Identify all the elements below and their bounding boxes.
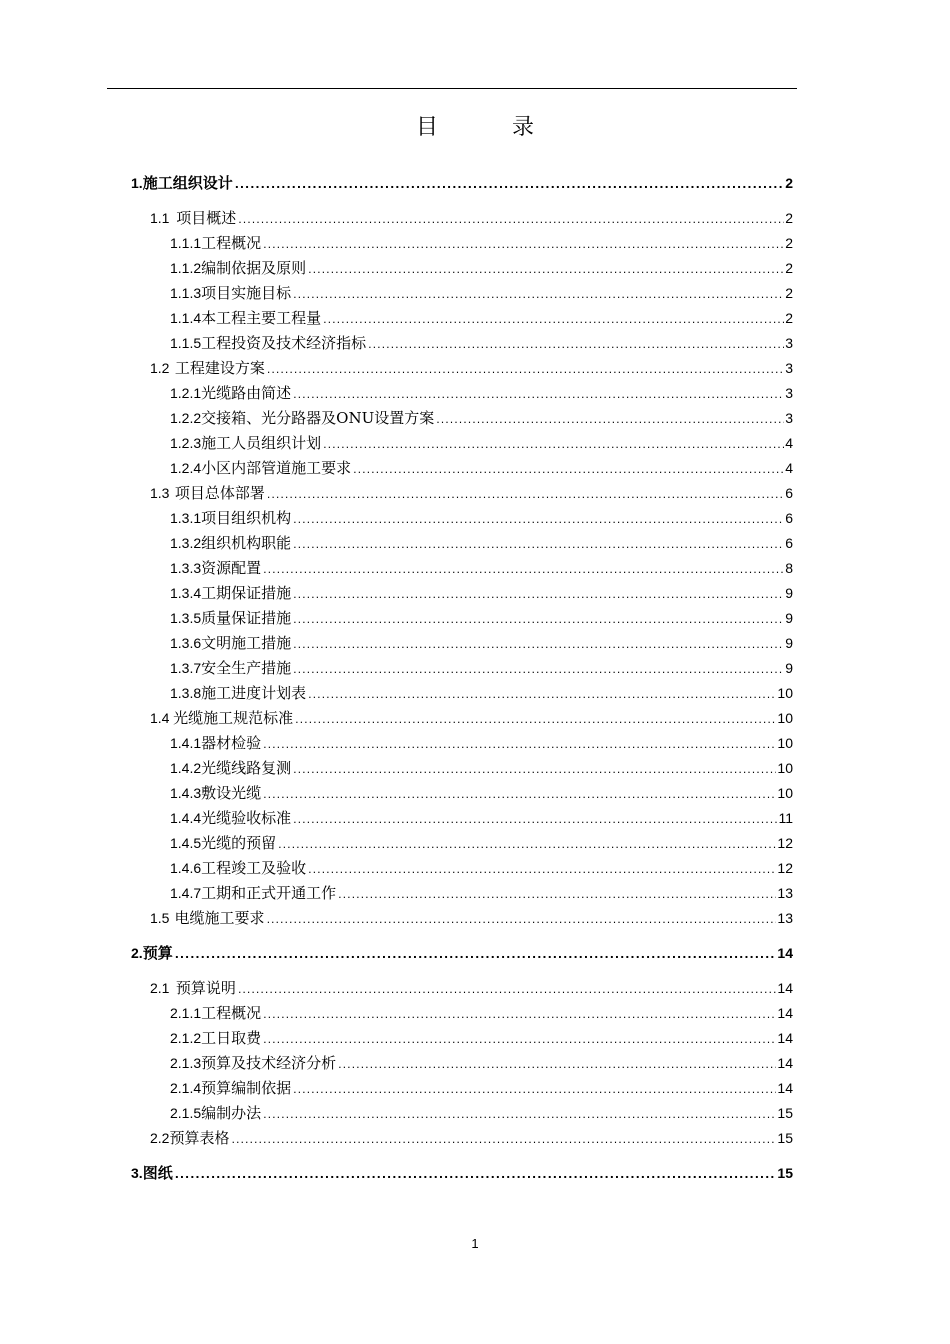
toc-title: 编制办法 bbox=[201, 1104, 262, 1122]
toc-page-number: 4 bbox=[785, 460, 793, 476]
toc-number: 1.3 bbox=[150, 485, 170, 501]
toc-page-number: 15 bbox=[777, 1105, 793, 1121]
toc-leader-dots bbox=[353, 459, 784, 481]
toc-entry[interactable] bbox=[170, 1052, 793, 1074]
toc-leader-dots bbox=[263, 1029, 776, 1051]
toc-leader-dots bbox=[293, 759, 776, 781]
toc-number: 1.4.3 bbox=[170, 785, 202, 801]
toc-number: 1.4.1 bbox=[170, 735, 202, 751]
toc-page-number: 6 bbox=[785, 485, 793, 501]
toc-title: 资源配置 bbox=[201, 559, 262, 577]
toc-page-number: 2 bbox=[785, 285, 793, 301]
toc-entry[interactable] bbox=[170, 1027, 793, 1049]
toc-leader-dots bbox=[263, 1004, 776, 1026]
toc-number: 1. bbox=[131, 175, 143, 191]
toc-title: 项目组织机构 bbox=[201, 509, 292, 527]
toc-number: 2. bbox=[131, 945, 143, 961]
toc-entry[interactable] bbox=[170, 532, 793, 554]
toc-entry[interactable] bbox=[170, 382, 793, 404]
toc-number: 1.4 bbox=[150, 710, 170, 726]
toc-entry[interactable] bbox=[131, 1162, 793, 1184]
toc-page-number: 15 bbox=[777, 1130, 793, 1146]
page-title: 目 录 bbox=[415, 115, 560, 140]
toc-leader-dots bbox=[293, 509, 784, 531]
toc-page-number: 2 bbox=[785, 260, 793, 276]
toc-entry[interactable] bbox=[150, 207, 793, 229]
toc-leader-dots bbox=[175, 944, 777, 966]
toc-title: 工程概况 bbox=[201, 1004, 262, 1022]
toc-entry[interactable] bbox=[170, 257, 793, 279]
toc-leader-dots bbox=[293, 809, 777, 831]
toc-leader-dots bbox=[293, 584, 784, 606]
toc-number: 1.3.6 bbox=[170, 635, 202, 651]
toc-title: 项目总体部署 bbox=[174, 484, 265, 502]
toc-leader-dots bbox=[267, 359, 784, 381]
toc-page-number: 13 bbox=[777, 885, 793, 901]
toc-number: 1.3.3 bbox=[170, 560, 202, 576]
toc-page-number: 15 bbox=[777, 1165, 793, 1181]
toc-title: 预算 bbox=[142, 944, 173, 962]
toc-leader-dots bbox=[308, 859, 776, 881]
toc-page-number: 14 bbox=[777, 945, 793, 961]
toc-title: 小区内部管道施工要求 bbox=[201, 459, 352, 477]
toc-title: 组织机构职能 bbox=[201, 534, 292, 552]
toc-entry[interactable] bbox=[170, 282, 793, 304]
toc-title: 光缆验收标准 bbox=[201, 809, 292, 827]
toc-leader-dots bbox=[263, 1104, 776, 1126]
toc-leader-dots bbox=[293, 659, 784, 681]
toc-entry[interactable] bbox=[170, 557, 793, 579]
toc-title: 光缆施工规范标准 bbox=[173, 709, 294, 727]
toc-entry[interactable] bbox=[150, 977, 793, 999]
toc-entry[interactable] bbox=[170, 732, 793, 754]
toc-page-number: 9 bbox=[785, 635, 793, 651]
toc-title: 预算表格 bbox=[169, 1129, 230, 1147]
toc-number: 2.2 bbox=[150, 1130, 170, 1146]
toc-leader-dots bbox=[436, 409, 784, 431]
toc-number: 1.1 bbox=[150, 210, 170, 226]
toc-title: 工期保证措施 bbox=[201, 584, 292, 602]
toc-entry[interactable] bbox=[170, 657, 793, 679]
toc-page-number: 9 bbox=[785, 610, 793, 626]
toc-number: 1.2 bbox=[150, 360, 170, 376]
toc-leader-dots bbox=[293, 284, 784, 306]
toc-page-number: 14 bbox=[777, 1055, 793, 1071]
toc-number: 1.1.3 bbox=[170, 285, 202, 301]
toc-leader-dots bbox=[323, 434, 784, 456]
toc-title: 工日取费 bbox=[201, 1029, 262, 1047]
toc-number: 1.3.2 bbox=[170, 535, 202, 551]
toc-number: 1.4.2 bbox=[170, 760, 202, 776]
toc-number: 2.1.5 bbox=[170, 1105, 202, 1121]
toc-title: 预算编制依据 bbox=[201, 1079, 292, 1097]
toc-title: 施工组织设计 bbox=[142, 174, 233, 192]
toc-leader-dots bbox=[175, 1164, 777, 1186]
toc-page-number: 3 bbox=[785, 335, 793, 351]
toc-title: 工程竣工及验收 bbox=[201, 859, 307, 877]
toc-title: 质量保证措施 bbox=[201, 609, 292, 627]
toc-entry[interactable] bbox=[170, 757, 793, 779]
toc-title: 预算及技术经济分析 bbox=[201, 1054, 337, 1072]
page-number: 1 bbox=[471, 1236, 479, 1251]
toc-title: 工期和正式开通工作 bbox=[201, 884, 337, 902]
toc-number: 2.1 bbox=[150, 980, 170, 996]
toc-leader-dots bbox=[263, 559, 784, 581]
toc-title: 工程投资及技术经济指标 bbox=[201, 334, 367, 352]
toc-title: 编制依据及原则 bbox=[201, 259, 307, 277]
toc-number: 1.2.3 bbox=[170, 435, 202, 451]
toc-entry[interactable] bbox=[150, 482, 793, 504]
toc-number: 1.3.7 bbox=[170, 660, 202, 676]
toc-number: 1.1.1 bbox=[170, 235, 202, 251]
toc-number: 1.2.1 bbox=[170, 385, 202, 401]
toc-leader-dots bbox=[263, 784, 776, 806]
toc-number: 1.5 bbox=[150, 910, 170, 926]
toc-leader-dots bbox=[338, 1054, 776, 1076]
toc-entry[interactable] bbox=[131, 172, 793, 194]
toc-leader-dots bbox=[293, 534, 784, 556]
toc-number: 1.1.4 bbox=[170, 310, 202, 326]
toc-title: 光缆的预留 bbox=[201, 834, 277, 852]
toc-entry[interactable] bbox=[170, 782, 793, 804]
toc-page-number: 12 bbox=[777, 835, 793, 851]
toc-page-number: 10 bbox=[777, 685, 793, 701]
toc-leader-dots bbox=[267, 909, 777, 931]
toc-entry[interactable] bbox=[170, 307, 793, 329]
toc-entry[interactable] bbox=[170, 682, 793, 704]
toc-number: 1.3.5 bbox=[170, 610, 202, 626]
toc-page-number: 2 bbox=[785, 210, 793, 226]
toc-title: 项目实施目标 bbox=[201, 284, 292, 302]
toc-entry[interactable] bbox=[170, 607, 793, 629]
toc-entry[interactable] bbox=[170, 832, 793, 854]
toc-page-number: 10 bbox=[777, 735, 793, 751]
toc-leader-dots bbox=[267, 484, 784, 506]
toc-title: 电缆施工要求 bbox=[174, 909, 265, 927]
toc-leader-dots bbox=[308, 684, 776, 706]
toc-number: 1.2.4 bbox=[170, 460, 202, 476]
toc-leader-dots bbox=[338, 884, 776, 906]
toc-page-number: 14 bbox=[777, 1030, 793, 1046]
toc-entry[interactable] bbox=[170, 457, 793, 479]
toc-title: 文明施工措施 bbox=[201, 634, 292, 652]
toc-leader-dots bbox=[238, 209, 784, 231]
toc-leader-dots bbox=[231, 1129, 776, 1151]
toc-title: 光缆线路复测 bbox=[201, 759, 292, 777]
toc-entry[interactable] bbox=[170, 807, 793, 829]
toc-page-number: 11 bbox=[778, 810, 793, 826]
toc-title: 本工程主要工程量 bbox=[201, 309, 322, 327]
toc-entry[interactable] bbox=[150, 907, 793, 929]
toc-leader-dots bbox=[293, 1079, 776, 1101]
toc-leader-dots bbox=[308, 259, 784, 281]
toc-entry[interactable] bbox=[150, 707, 793, 729]
toc-leader-dots bbox=[238, 979, 776, 1001]
toc-leader-dots bbox=[293, 609, 784, 631]
toc-page-number: 3 bbox=[785, 410, 793, 426]
toc-page-number: 14 bbox=[777, 1005, 793, 1021]
toc-title: 工程概况 bbox=[201, 234, 262, 252]
toc-entry[interactable] bbox=[170, 1077, 793, 1099]
toc-number: 2.1.1 bbox=[170, 1005, 202, 1021]
toc-entry[interactable] bbox=[170, 1102, 793, 1124]
toc-number: 1.4.5 bbox=[170, 835, 202, 851]
toc-page-number: 10 bbox=[777, 760, 793, 776]
toc-leader-dots bbox=[278, 834, 776, 856]
toc-page-number: 3 bbox=[785, 360, 793, 376]
toc-leader-dots bbox=[368, 334, 784, 356]
toc-title: 器材检验 bbox=[201, 734, 262, 752]
toc-entry[interactable] bbox=[170, 582, 793, 604]
toc-page-number: 14 bbox=[777, 980, 793, 996]
toc-title: 敷设光缆 bbox=[201, 784, 262, 802]
toc-page-number: 2 bbox=[785, 310, 793, 326]
toc-page-number: 2 bbox=[785, 235, 793, 251]
toc-number: 1.1.5 bbox=[170, 335, 202, 351]
toc-page-number: 9 bbox=[785, 660, 793, 676]
toc-leader-dots bbox=[293, 634, 784, 656]
toc-page-number: 9 bbox=[785, 585, 793, 601]
toc-page-number: 13 bbox=[777, 910, 793, 926]
toc-page-number: 10 bbox=[777, 785, 793, 801]
toc-entry[interactable] bbox=[150, 1127, 793, 1149]
toc-leader-dots bbox=[263, 734, 776, 756]
toc-page-number: 3 bbox=[785, 385, 793, 401]
toc-title: 交接箱、光分路器及ONU设置方案 bbox=[201, 409, 435, 427]
toc-entry[interactable] bbox=[170, 632, 793, 654]
toc-number: 2.1.2 bbox=[170, 1030, 202, 1046]
toc-leader-dots bbox=[235, 174, 785, 196]
toc-entry[interactable] bbox=[170, 857, 793, 879]
toc-page-number: 4 bbox=[785, 435, 793, 451]
toc-number: 1.1.2 bbox=[170, 260, 202, 276]
toc-entry[interactable] bbox=[170, 507, 793, 529]
toc-page-number: 6 bbox=[785, 535, 793, 551]
toc-title: 安全生产措施 bbox=[201, 659, 292, 677]
toc-entry[interactable] bbox=[150, 357, 793, 379]
toc-leader-dots bbox=[263, 234, 784, 256]
toc-number: 3. bbox=[131, 1165, 143, 1181]
toc-page-number: 12 bbox=[777, 860, 793, 876]
toc-title: 光缆路由简述 bbox=[201, 384, 292, 402]
toc-number: 1.3.4 bbox=[170, 585, 202, 601]
toc-entry[interactable] bbox=[170, 1002, 793, 1024]
toc-page-number: 10 bbox=[777, 710, 793, 726]
toc-number: 1.3.1 bbox=[170, 510, 202, 526]
toc-title: 图纸 bbox=[142, 1164, 173, 1182]
toc-entry[interactable] bbox=[170, 432, 793, 454]
toc-entry[interactable] bbox=[170, 232, 793, 254]
toc-number: 1.4.6 bbox=[170, 860, 202, 876]
toc-page-number: 2 bbox=[785, 175, 793, 191]
toc-number: 2.1.3 bbox=[170, 1055, 202, 1071]
toc-title: 预算说明 bbox=[175, 979, 236, 997]
toc-number: 1.4.7 bbox=[170, 885, 202, 901]
toc-number: 1.3.8 bbox=[170, 685, 202, 701]
toc-leader-dots bbox=[295, 709, 776, 731]
toc-title: 施工进度计划表 bbox=[201, 684, 307, 702]
toc-page-number: 14 bbox=[777, 1080, 793, 1096]
toc-leader-dots bbox=[293, 384, 784, 406]
toc-number: 1.4.4 bbox=[170, 810, 202, 826]
toc-number: 2.1.4 bbox=[170, 1080, 202, 1096]
toc-title: 项目概述 bbox=[176, 209, 237, 227]
toc-entry[interactable] bbox=[131, 942, 793, 964]
toc-entry[interactable] bbox=[170, 882, 793, 904]
toc-number: 1.2.2 bbox=[170, 410, 202, 426]
toc-page-number: 8 bbox=[785, 560, 793, 576]
toc-page-number: 6 bbox=[785, 510, 793, 526]
toc-title: 施工人员组织计划 bbox=[201, 434, 322, 452]
toc-entry[interactable] bbox=[170, 407, 793, 429]
toc-leader-dots bbox=[323, 309, 784, 331]
toc-entry[interactable] bbox=[170, 332, 793, 354]
toc-title: 工程建设方案 bbox=[174, 359, 265, 377]
